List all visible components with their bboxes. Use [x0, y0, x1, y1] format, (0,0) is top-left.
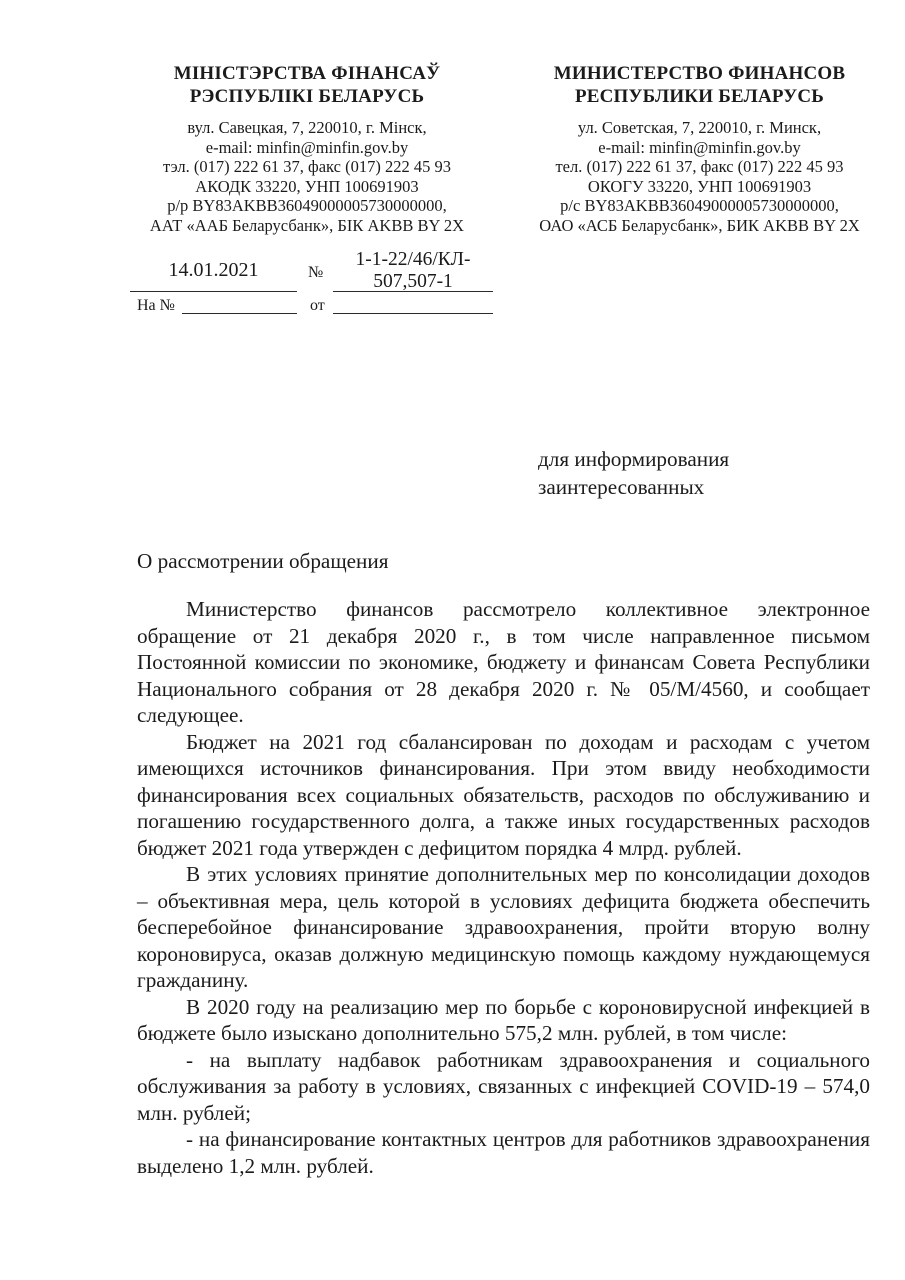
date-underline [130, 291, 297, 292]
from-date-underline [333, 313, 493, 314]
org-address-by-account: р/р BY83AKBB36049000005730000000, [167, 196, 447, 215]
letter-number-line1: 1-1-22/46/КЛ- [355, 249, 471, 270]
paragraph-covid-payments: - на выплату надбавок работникам здравоохранения и социального обслуживания за работу в условиях, связанных с инфекцией COVID-19 – 574,0 млн. рублей; [137, 1047, 870, 1125]
org-address-ru-email: e-mail: minfin@minfin.gov.by [598, 137, 801, 157]
org-address-ru-account: р/с BY83AKBB36049000005730000000, [560, 196, 839, 215]
in-reply-underline [182, 313, 297, 314]
org-title-ru-line1: МИНИСТЕРСТВО ФИНАНСОВ [553, 63, 846, 84]
from-date-label: от [310, 297, 325, 314]
number-sign: № [308, 264, 324, 281]
org-address-by-codes: АКОДК 33220, УНП 100691903 [195, 176, 419, 196]
paragraph-2020-measures: В 2020 году на реализацию мер по борьбе с короновирусной инфекцией в бюджете было изыскано дополнительно 575,2 млн. рублей, в том числе: [137, 994, 870, 1045]
letter-body [137, 596, 870, 1179]
paragraph-consolidation: В этих условиях принятие дополнительных мер по консолидации доходов – объективная мера, цель которой в условиях дефицита бюджета обеспечить бесперебойное финансирование здравоохранения, пройти вторую волну короновируса, оказав должную медицинскую помощь каждому нуждающемуся гражданину. [137, 862, 870, 992]
org-address-by [122, 118, 492, 235]
recipient-line1: для информирования [538, 447, 730, 471]
recipient-block [538, 446, 878, 501]
letter-number-line2: 507,507-1 [373, 271, 453, 292]
org-title-ru [512, 62, 887, 108]
org-address-ru-street: ул. Советская, 7, 220010, г. Минск, [577, 118, 822, 137]
paragraph-contact-centers: - на финансирование контактных центров для работников здравоохранения выделено 1,2 млн. рублей. [137, 1127, 870, 1178]
org-address-by-street: вул. Савецкая, 7, 220010, г. Мінск, [187, 118, 427, 137]
org-title-by [122, 62, 492, 108]
letter-number [333, 249, 493, 293]
paragraph-intro: Министерство финансов рассмотрело коллективное электронное обращение от 21 декабря 2020 г., в том числе направленное письмом Постоянной комиссии по экономике, бюджету и финансам Совета Республики Национального собрания от 28 декабря 2020 г. № 05/М/4560, и сообщает следующее. [137, 597, 870, 727]
number-underline [333, 291, 493, 292]
org-address-by-email: e-mail: minfin@minfin.gov.by [205, 137, 409, 157]
in-reply-label: На № [137, 297, 175, 314]
org-title-ru-line2: РЕСПУБЛИКИ БЕЛАРУСЬ [574, 86, 825, 107]
paragraph-budget-2021: Бюджет на 2021 год сбалансирован по доходам и расходам с учетом имеющихся источников финансирования. При этом ввиду необходимости финансирования всех социальных обязательств, расходов по обслуживанию и погашению государственного долга, а также иных государственных расходов бюджет 2021 года утвержден с дефицитом порядка 4 млрд. рублей. [137, 729, 870, 860]
org-address-by-phone: тэл. (017) 222 61 37, факс (017) 222 45 93 [163, 157, 451, 176]
org-address-ru-phone: тел. (017) 222 61 37, факс (017) 222 45 93 [555, 157, 844, 176]
org-title-by-line2: РЭСПУБЛІКІ БЕЛАРУСЬ [189, 86, 425, 107]
org-address-ru [512, 118, 887, 235]
subject-line: О рассмотрении обращения [137, 549, 389, 573]
org-address-ru-codes: ОКОГУ 33220, УНП 100691903 [587, 176, 812, 196]
letter-date: 14.01.2021 [168, 259, 259, 281]
recipient-line2: заинтересованных [538, 474, 705, 499]
letterhead-russian [512, 62, 887, 235]
org-address-by-bank: ААТ «ААБ Беларусбанк», БІК AKBB BY 2X [149, 215, 465, 235]
org-address-ru-bank: ОАО «АСБ Беларусбанк», БИК AKBB BY 2X [539, 215, 860, 235]
org-title-by-line1: МІНІСТЭРСТВА ФІНАНСАЎ [173, 63, 441, 84]
letterhead-belarusian [122, 62, 492, 235]
